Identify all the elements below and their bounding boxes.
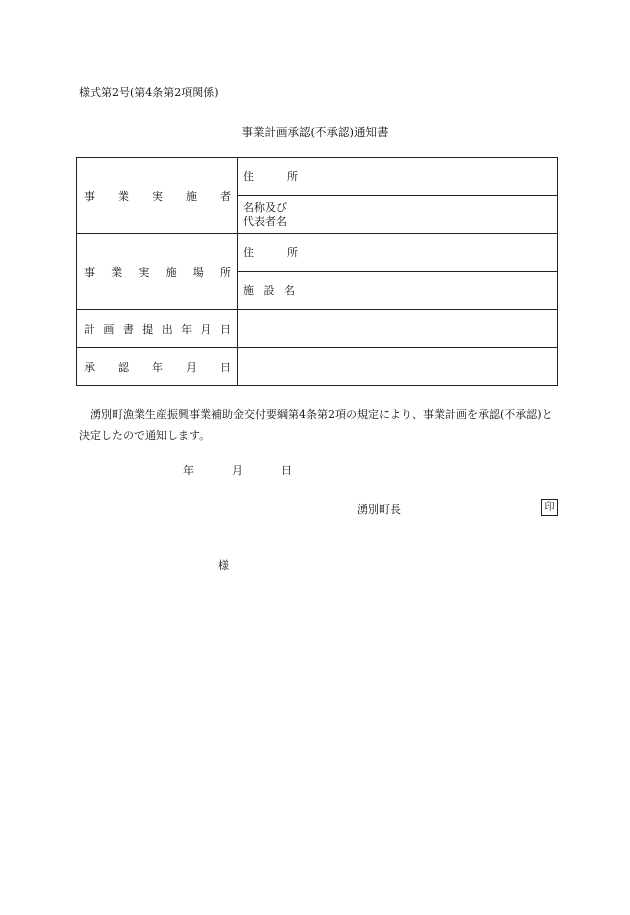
approval-date-value[interactable] — [238, 348, 558, 386]
facility-name-cell[interactable] — [238, 272, 558, 310]
document-title: 事業計画承認(不承認)通知書 — [241, 125, 389, 139]
mayor-title: 湧別町長 — [357, 503, 401, 516]
notification-table — [76, 157, 558, 386]
name-label-line1: 名称及び — [243, 200, 287, 214]
name-label-line2: 代表者名 — [243, 214, 287, 228]
table-row — [77, 158, 558, 196]
submission-date-value[interactable] — [238, 310, 558, 348]
table-row — [77, 234, 558, 272]
day-label: 日 — [281, 464, 292, 477]
seal-mark: 印 — [541, 499, 558, 516]
approval-date-label: 承 認 年 月 日 — [77, 348, 238, 386]
facility-label: 施 設 名 — [243, 283, 295, 297]
body-paragraph: 湧別町漁業生産振興事業補助金交付要綱第4条第2項の規定により、事業計画を承認(不承認)と決定したので通知します。 — [79, 408, 553, 442]
table-row — [77, 310, 558, 348]
implementer-label: 事 業 実 施 者 — [77, 158, 238, 234]
address-label: 住 所 — [243, 169, 298, 183]
location-address-cell[interactable] — [238, 234, 558, 272]
table-row — [77, 348, 558, 386]
month-label: 月 — [232, 464, 243, 477]
submission-date-label: 計 画 書 提 出 年 月 日 — [77, 310, 238, 348]
year-label: 年 — [183, 464, 194, 477]
location-label: 事 業 実 施 場 所 — [77, 234, 238, 310]
recipient-honorific: 様 — [218, 559, 229, 572]
date-line — [183, 462, 292, 478]
address-label: 住 所 — [243, 245, 298, 259]
implementer-address-cell[interactable] — [238, 158, 558, 196]
form-number: 様式第2号(第4条第2項関係) — [79, 86, 219, 99]
implementer-name-cell[interactable] — [238, 196, 558, 234]
